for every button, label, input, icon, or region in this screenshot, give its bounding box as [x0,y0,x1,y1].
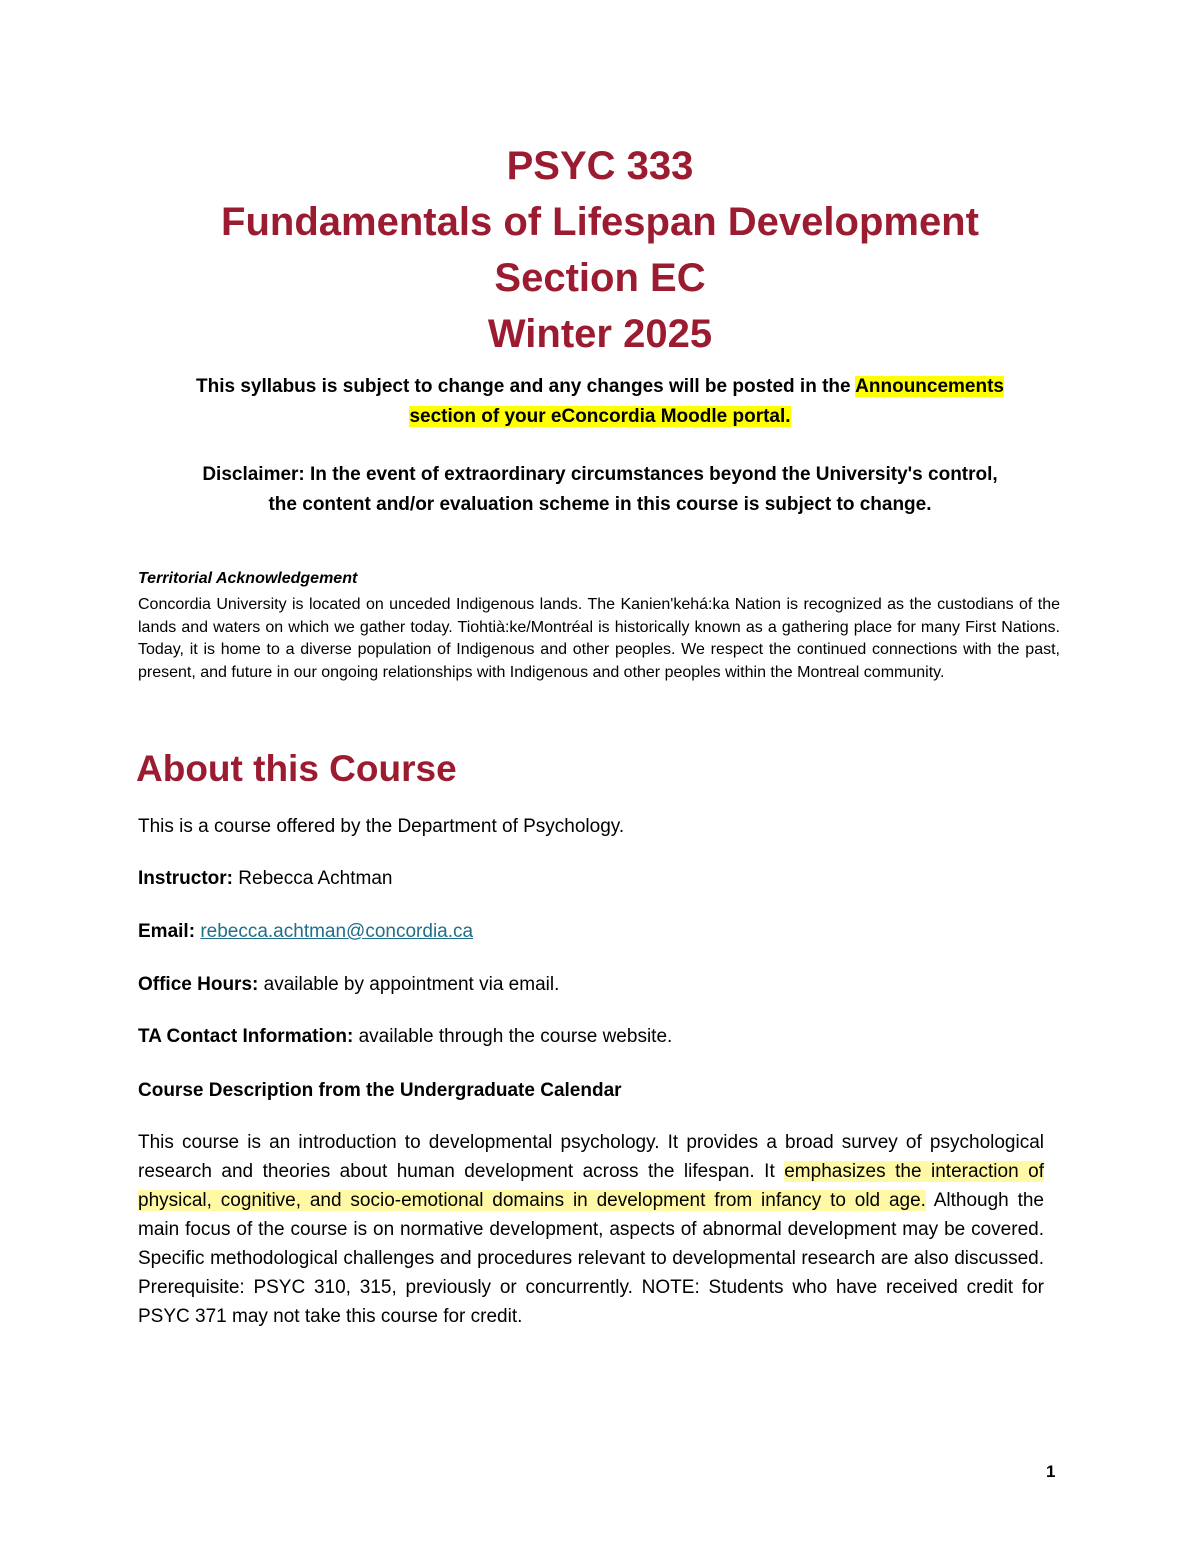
course-term: Winter 2025 [487,312,713,356]
office-hours-label: Office Hours: [138,974,259,995]
course-description-body [138,1128,1044,1331]
about-course-heading: About this Course [136,748,457,789]
course-intro: This is a course offered by the Department of Psychology. [138,816,625,837]
office-hours-value: available by appointment via email. [258,974,560,995]
instructor-value: Rebecca Achtman [233,868,393,889]
syllabus-change-notice [100,372,1100,432]
disclaimer-line-1: Disclaimer: In the event of extraordinary circumstances beyond the University's control, [202,464,998,485]
ta-contact-field [138,1024,672,1050]
disclaimer-line-2: the content and/or evaluation scheme in this course is subject to change. [268,494,932,515]
instructor-label: Instructor: [138,868,233,889]
description-part-1: This course is an introduction to developmental psychology. It provides a broad survey of psychological research and theories about human development across the lifespan. It [138,1132,1044,1182]
email-link[interactable]: rebecca.achtman@concordia.ca [200,921,474,942]
email-field [138,919,473,945]
instructor-field [138,866,392,892]
disclaimer [100,460,1100,520]
course-section: Section EC [494,256,706,300]
course-name: Fundamentals of Lifespan Development [221,200,979,244]
ta-contact-label: TA Contact Information: [138,1026,354,1047]
course-title-block [0,138,1200,362]
description-part-2: Although the main focus of the course is on normative development, aspects of abnormal development may be covered. Specific methodological challenges and procedures relevant to developmental research are also discussed. Prerequisite: PSYC 310, 315, previously or concurrently. NOTE: Students who have received credit for PSYC 371 may not take this course for credit. [138,1190,1044,1327]
page-number: 1 [1046,1462,1056,1481]
course-description-heading: Course Description from the Undergraduate Calendar [138,1080,622,1101]
email-label: Email: [138,921,196,942]
course-code: PSYC 333 [506,144,694,188]
notice-highlight-announcements: Announcements [855,376,1005,397]
territorial-acknowledgement-heading: Territorial Acknowledgement [138,570,358,587]
notice-highlight-portal: section of your eConcordia Moodle portal. [409,406,791,427]
notice-text: This syllabus is subject to change and any changes will be posted in the [195,376,856,397]
office-hours-field [138,972,559,998]
description-highlight: emphasizes the interaction of physical, cognitive, and socio-emotional domains in development from infancy to old age. [138,1161,1045,1211]
ta-contact-value: available through the course website. [353,1026,673,1047]
territorial-acknowledgement-body: Concordia University is located on unceded Indigenous lands. The Kanien'kehá:ka Nation is recognized as the custodians of the lands and waters on which we gather today. Tiohtià:ke/Montréal is historically known as a gathering place for many First Nations. Today, it is home to a diverse population of Indigenous and other peoples. We respect the continued connections with the past, present, and future in our ongoing relationships with Indigenous and other peoples within the Montreal community. [138,596,1060,681]
